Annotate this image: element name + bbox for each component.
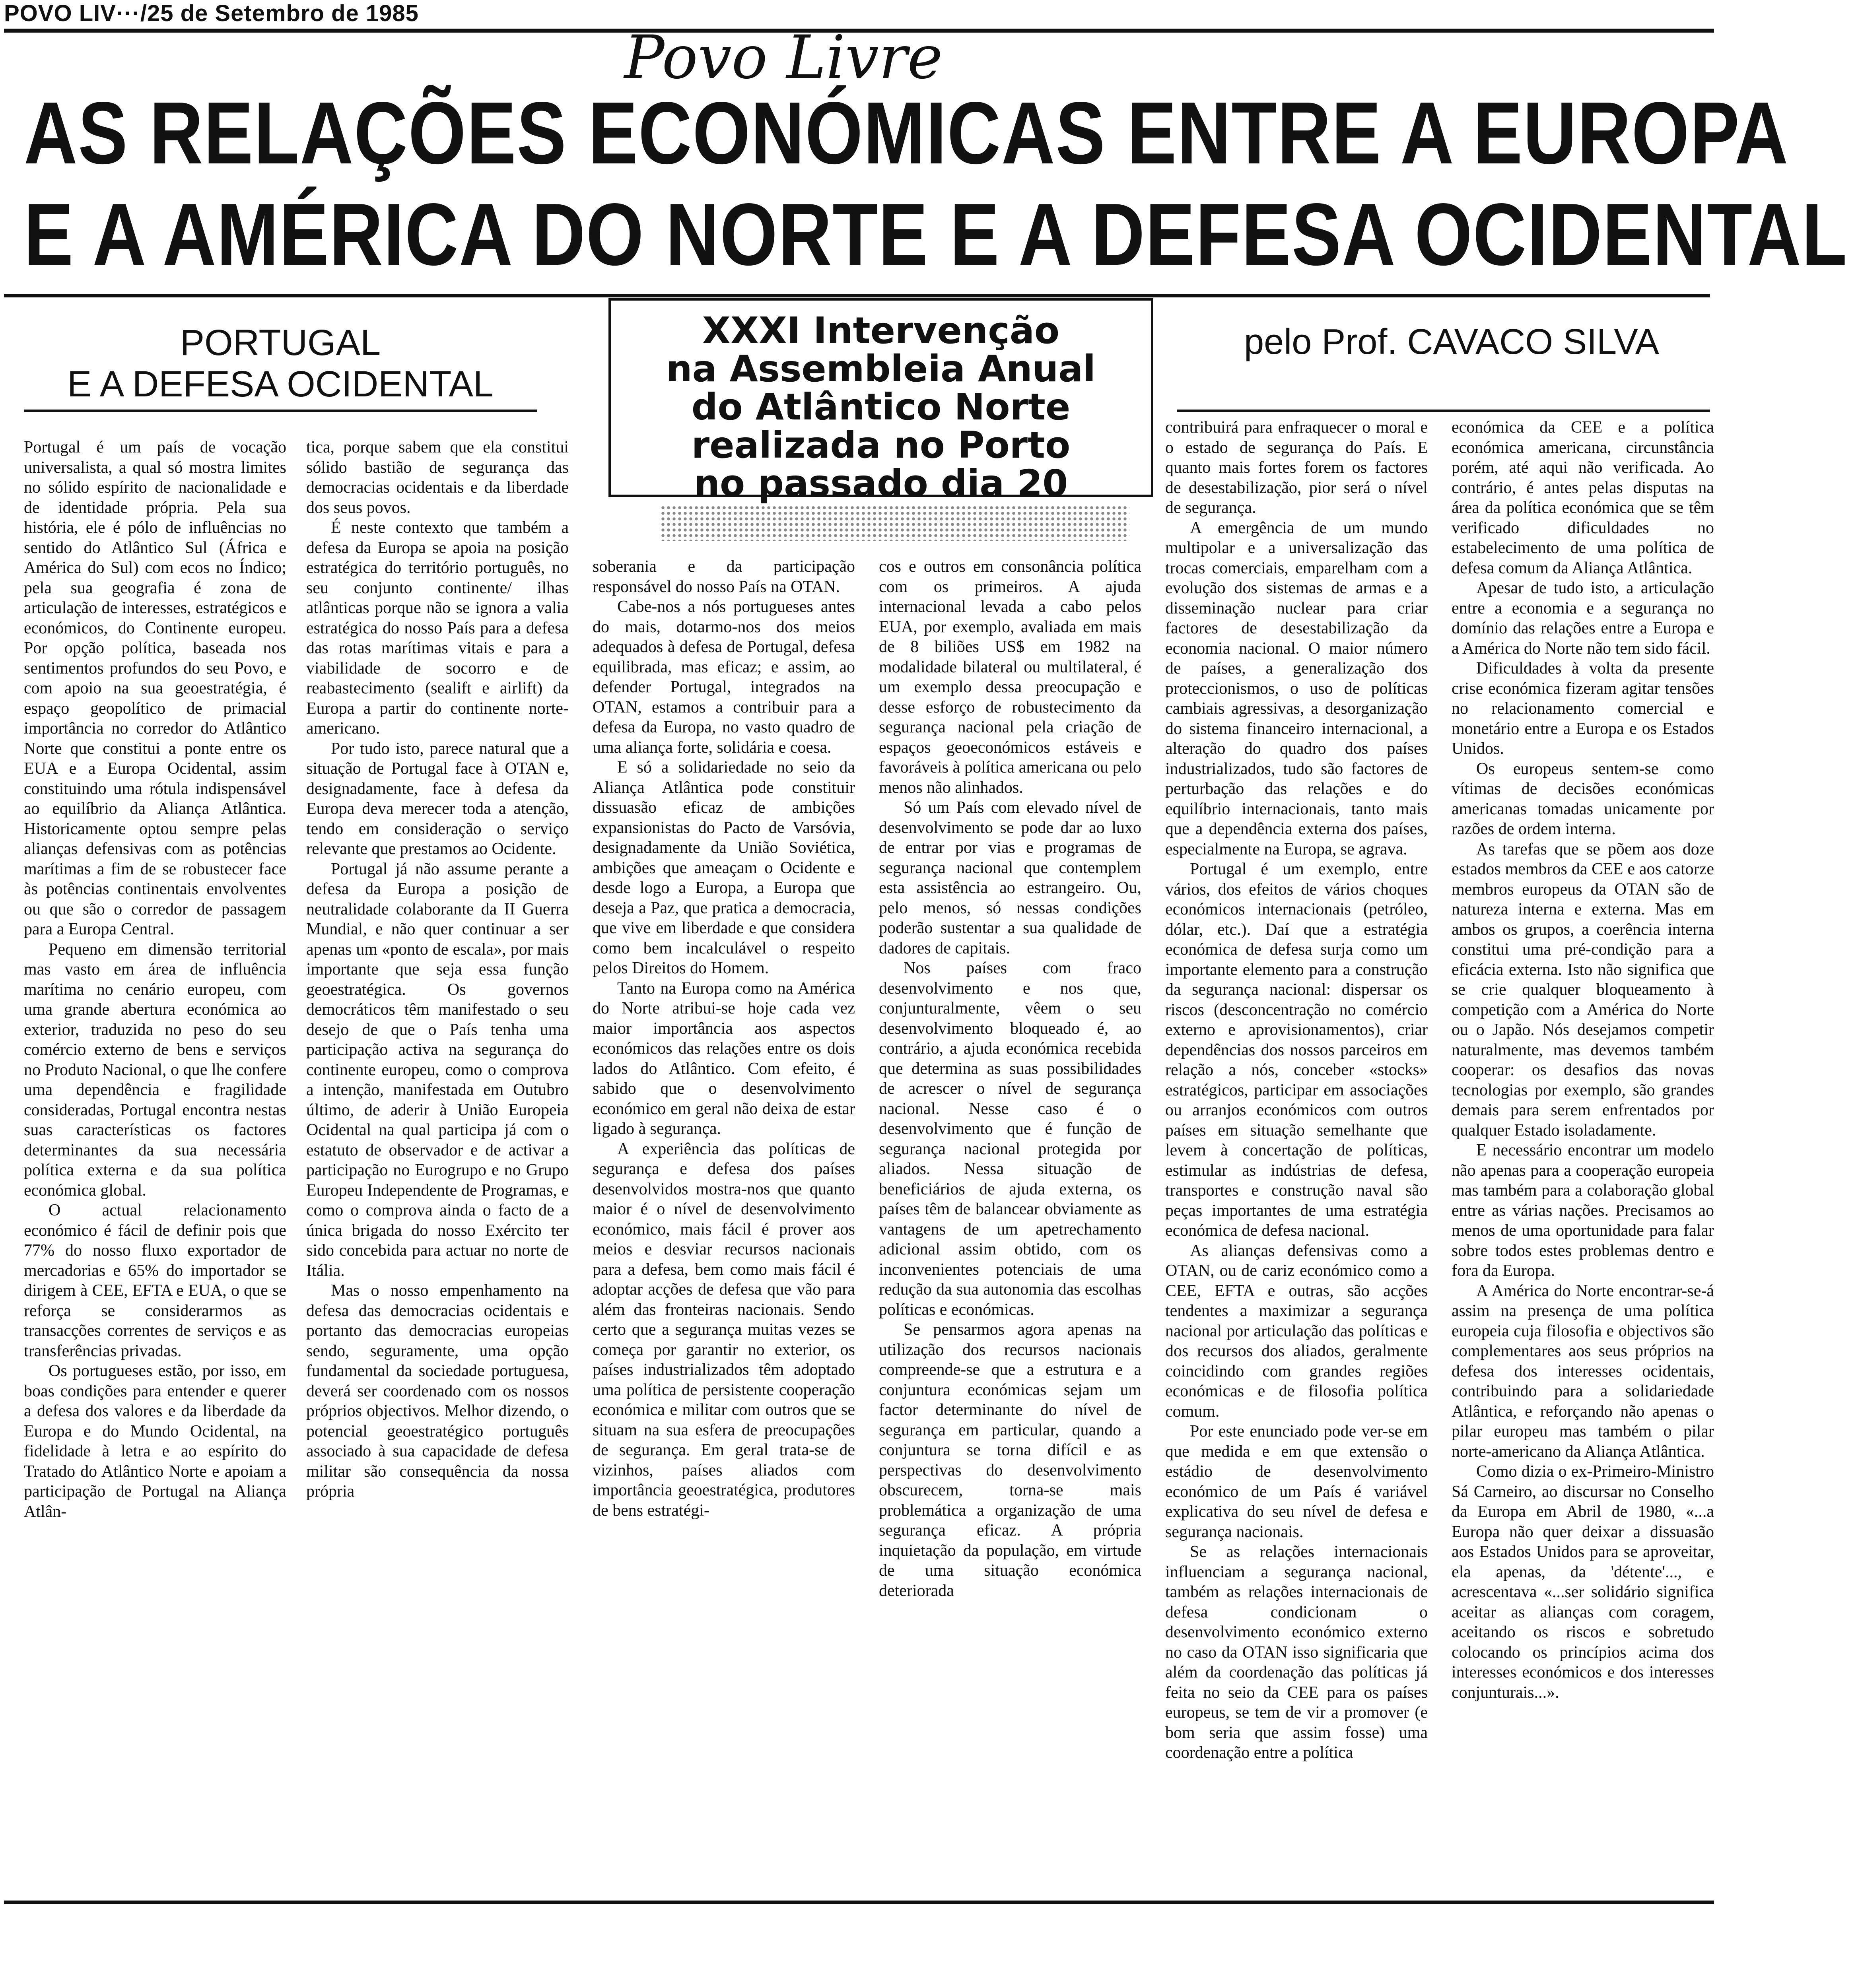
col1-paragraph: Pequeno em dimensão territorial mas vasto em área de influência marítima no cenário europeu, com uma grande abertura económica ao exterior, traduzida no peso do seu comércio externo de bens e serviços no Produto Nacional, o que lhe confere uma dependência e fragilidade consideradas, Portugal encontra nestas suas características os factores determinantes da sua necessária política externa e da sua política económica global. bbox=[24, 940, 286, 1200]
col5-paragraph: contribuirá para enfraquecer o moral e o estado de segurança do País. E quanto mais fortes forem os factores de desestabilização, pior será o nível de segurança. bbox=[1165, 418, 1428, 517]
box-line-2: na Assembleia Anual bbox=[666, 348, 1096, 390]
headline-rule bbox=[4, 294, 1710, 297]
col5-paragraph: A emergência de um mundo multipolar e a universalização das trocas comerciais, emparelham com a evolução dos sistemas de armas e a disseminação nuclear para criar factores de desestabilização da economia nacional. O maior número de países, a generalização dos proteccionismos, o uso de políticas cambiais agressivas, a desorganização do sistema financeiro internacional, a alteração do quadro dos países industrializados, tudo são factores de perturbação das relações e do equilíbrio internacionais, tanto mais que a dependência externa dos países, especialmente na Europa, se agrava. bbox=[1165, 518, 1428, 858]
headline-line-1: AS RELAÇÕES ECONÓMICAS ENTRE A EUROPA bbox=[24, 84, 1789, 182]
col4-paragraph: Se pensarmos agora apenas na utilização dos recursos nacionais compreende-se que a estrutura e a conjuntura económicas sejam um factor determinante do nível de segurança em particular, quando a conjuntura se torna difícil e as perspectivas do desenvolvimento obscurecem, torna-se mais problemática a organização de uma segurança eficaz. A própria inquietação da população, em virtude de uma situação económica deteriorada bbox=[879, 1320, 1141, 1600]
column-3 bbox=[593, 557, 855, 1520]
col2-paragraph: Portugal já não assume perante a defesa da Europa a posição de neutralidade colaborante da II Guerra Mundial, e não quer continuar a ser apenas um «ponto de escala», por mais importante que seja essa função geoestratégica. Os governos democráticos têm manifestado o seu desejo de que o País tenha uma participação activa na segurança do continente europeu, como o comprova a intenção, manifestada em Outubro último, de aderir à União Europeia Ocidental na qual participa já com o estatuto de observador e de activar a participação no Eurogrupo e no Grupo Europeu Independente de Programas, e como o comprova ainda o facto de a única brigada do nosso Exército ter sido concebida para actuar no norte de Itália. bbox=[306, 860, 569, 1280]
col6-paragraph: As tarefas que se põem aos doze estados membros da CEE e aos catorze membros europeus da OTAN são de natureza interna e externa. Mas em ambos os grupos, a coerência interna constitui uma pré-condição para a eficácia externa. Isto não significa que se crie qualquer bloqueamento à competição com a América do Norte ou o Japão. Nós desejamos competir naturalmente, mas devemos também cooperar: os desafios das novas tecnologias por exemplo, são grandes demais para serem enfrentados por qualquer Estado isoladamente. bbox=[1452, 840, 1714, 1140]
column-6 bbox=[1452, 417, 1714, 1703]
subhead-rule-left bbox=[24, 410, 537, 412]
col1-paragraph: Portugal é um país de vocação universalista, a qual só mostra limites no sólido espírito de nacionalidade e de identidade própria. Pela sua história, ele é pólo de influências no sentido do Atlântico Sul (África e América do Sul) com ecos no Índico; pela sua geografia é zona de articulação de interesses, estratégicos e económicos, do Continente europeu. Por opção política, baseada nos sentimentos profundos do seu Povo, e com apoio na sua geoestratégia, é espaço geopolítico de primacial importância no corredor do Atlântico Norte que constitui a ponte entre os EUA e a Europa Ocidental, assim constituindo uma rótula indispensável ao equilíbrio da Aliança Atlântica. Historicamente optou sempre pelas alianças defensivas com as potências marítimas a fim de se robustecer face às potências continentais envolventes ou que são o corredor de passagem para a Europa Central. bbox=[24, 438, 286, 938]
col3-paragraph: Tanto na Europa como na América do Norte atribui-se hoje cada vez maior importância aos aspectos económicos das relações entre os dois lados do Atlântico. Com efeito, é sabido que o desenvolvimento económico em geral não deixa de estar ligado à segurança. bbox=[593, 979, 855, 1138]
col5-paragraph: Por este enunciado pode ver-se em que medida e em que extensão o estádio de desenvolvimento económico de um País é variável explicativa do seu nível de defesa e segurança nacionais. bbox=[1165, 1422, 1428, 1541]
col2-paragraph: Mas o nosso empenhamento na defesa das democracias ocidentais e portanto das democracias europeias sendo, seguramente, uma opção fundamental da sociedade portuguesa, deverá ser coordenado com os nossos próprios objectivos. Melhor dizendo, o potencial geoestratégico português associado à sua capacidade de defesa militar são consequência da nossa própria bbox=[306, 1281, 569, 1501]
col3-paragraph: A experiência das políticas de segurança e defesa dos países desenvolvidos mostra-nos que quanto maior é o nível de desenvolvimento económico, mais fácil é prover aos meios e desviar recursos nacionais para a defesa, bem como mais fácil é adoptar acções de defesa que vão para além das fronteiras nacionais. Sendo certo que a segurança muitas vezes se começa por garantir no exterior, os países industrializados têm adoptado uma política de persistente cooperação económica e militar com outros que se situam na sua esfera de preocupações de segurança. Em geral trata-se de vizinhos, países aliados com importância geoestratégica, produtores de bens estratégi- bbox=[593, 1140, 855, 1520]
handwritten-note: Povo Livre bbox=[624, 23, 943, 92]
col6-paragraph: Os europeus sentem-se como vítimas de decisões económicas americanas tomadas unicamente por razões de ordem interna. bbox=[1452, 759, 1714, 838]
subhead-rule-right bbox=[1177, 410, 1710, 412]
col1-paragraph: O actual relacionamento económico é fácil de definir pois que 77% do nosso fluxo exportador de mercadorias e 65% do importador se dirigem à CEE, EFTA e EUA, o que se reforça se considerarmos as transacções correntes de serviços e as transferências privadas. bbox=[24, 1201, 286, 1360]
column-1 bbox=[24, 437, 286, 1522]
col2-paragraph: É neste contexto que também a defesa da Europa se apoia na posição estratégica do território português, no seu conjunto continente/ ilhas atlânticas porque não se ignora a valia estratégica do nosso País para a defesa das rotas marítimas vitais e para a viabilidade de socorro e de reabastecimento (sealift e airlift) da Europa a partir do continente norte-americano. bbox=[306, 518, 569, 738]
col5-paragraph: Se as relações internacionais influenciam a segurança nacional, também as relações internacionais de defesa condicionam o desenvolvimento económico externo no caso da OTAN isso significaria que além da coordenação das políticas já feita no seio da CEE para os países europeus, se tem de vir a promover (e bom seria que assim fosse) uma coordenação entre a política bbox=[1165, 1543, 1428, 1762]
column-5 bbox=[1165, 417, 1428, 1763]
col6-paragraph: A América do Norte encontrar-se-á assim na presença de uma política europeia cuja filosofia e objectivos são complementares aos seus próprios na defesa dos interesses ocidentais, contribuindo para a solidariedade Atlântica, e reforçando não apenas o pilar europeu mas também o pilar norte-americano da Aliança Atlântica. bbox=[1452, 1281, 1714, 1461]
headline-line-2: E A AMÉRICA DO NORTE E A DEFESA OCIDENTAL bbox=[24, 185, 1848, 284]
col6-paragraph: Apesar de tudo isto, a articulação entre a economia e a segurança no domínio das relações entre a Europa e a América do Norte não tem sido fácil. bbox=[1452, 579, 1714, 658]
col6-paragraph: Como dizia o ex-Primeiro-Ministro Sá Carneiro, ao discursar no Conselho da Europa em Abril de 1980, «...a Europa não quer deixar a dissuasão aos Estados Unidos para se aproveitar, ela apenas, da 'détente'..., e acrescentava «...ser solidário significa aceitar as alianças com coragem, aceitando os riscos e sobretudo colocando os princípios acima dos interesses económicos e dos interesses conjunturais...». bbox=[1452, 1462, 1714, 1702]
byline: pelo Prof. CAVACO SILVA bbox=[1244, 322, 1659, 362]
col5-paragraph: Portugal é um exemplo, entre vários, dos efeitos de vários choques económicos internacionais (petróleo, dólar, etc.). Daí que a estratégia económica de defesa surja como um importante elemento para a construção da segurança nacional: dispersar os riscos (desconcentração no comércio externo e aprovisionamentos), criar dependências dos nossos parceiros em relação a nós, conceber «stocks» estratégicos, participar em associações ou arranjos económicos com outros países em situação semelhante que levem à concertação de políticas, estimular as indústrias de defesa, transportes e construção naval são peças importantes de uma estratégia económica de defesa nacional. bbox=[1165, 860, 1428, 1240]
newspaper-header: POVO LIV···/25 de Setembro de 1985 bbox=[4, 0, 419, 26]
box-line-4: realizada no Porto bbox=[691, 424, 1071, 466]
subhead-left-line-1: PORTUGAL bbox=[180, 322, 381, 363]
col5-paragraph: As alianças defensivas como a OTAN, ou de cariz económico como a CEE, EFTA e outras, são acções tendentes a maximizar a segurança nacional por articulação das políticas e dos recursos dos aliados, geralmente coincidindo com grandes regiões económicas e de filosofia política comum. bbox=[1165, 1241, 1428, 1421]
col3-paragraph: E só a solidariedade no seio da Aliança Atlântica pode constituir dissuasão eficaz de ambições expansionistas do Pacto de Varsóvia, designadamente da União Soviética, ambições que ameaçam o Ocidente e desde logo a Europa, a Europa que deseja a Paz, que pratica a democracia, que vive em liberdade e que considera como bem incalculável o respeito pelos Direitos do Homem. bbox=[593, 758, 855, 977]
col6-paragraph: Dificuldades à volta da presente crise económica fizeram agitar tensões no relacionamento comercial e monetário entre a Europa e os Estados Unidos. bbox=[1452, 659, 1714, 758]
box-line-5: no passado dia 20 bbox=[694, 462, 1068, 505]
halftone-bar bbox=[660, 505, 1129, 541]
col2-paragraph: tica, porque sabem que ela constitui sólido bastião de segurança das democracias ocidentais e da liberdade dos seus povos. bbox=[306, 438, 569, 517]
col2-paragraph: Por tudo isto, parece natural que a situação de Portugal face à OTAN e, designadamente, face à defesa da Europa deva merecer toda a atenção, tendo em consideração o serviço relevante que prestamos ao Ocidente. bbox=[306, 739, 569, 858]
box-line-1: XXXI Intervenção bbox=[702, 309, 1060, 352]
col4-paragraph: Nos países com fraco desenvolvimento e nos que, conjunturalmente, vêem o seu desenvolvimento bloqueado é, ao contrário, a ajuda económica recebida que determina as suas possibilidades de acrescer o nível de segurança nacional. Nesse caso é o desenvolvimento que é função de segurança nacional protegida por aliados. Nessa situação de beneficiários de ajuda externa, os países têm de balancear obviamente as vantagens de um apetrechamento adicional assim obtido, com os inconvenientes potenciais de uma redução da sua autonomia das escolhas políticas e económicas. bbox=[879, 959, 1141, 1319]
column-2 bbox=[306, 437, 569, 1502]
intervention-box bbox=[608, 298, 1153, 505]
subhead-left-line-2: E A DEFESA OCIDENTAL bbox=[67, 364, 494, 404]
bottom-rule bbox=[4, 1901, 1714, 1904]
col6-paragraph: E necessário encontrar um modelo não apenas para a cooperação europeia mas também para a colaboração global entre as várias nações. Precisamos ao menos de uma oportunidade para falar sobre todos estes problemas dentro e fora da Europa. bbox=[1452, 1141, 1714, 1280]
col4-paragraph: cos e outros em consonância política com os primeiros. A ajuda internacional levada a cabo pelos EUA, por exemplo, avaliada em mais de 8 biliões US$ em 1982 na modalidade bilateral ou multilateral, é um exemplo dessa preocupação e desse esforço de robustecimento da segurança nacional pela criação de espaços geoeconómicos estáveis e favoráveis à política americana ou pelo menos não alinhados. bbox=[879, 557, 1141, 797]
col6-paragraph: económica da CEE e a política económica americana, circunstância porém, até aqui não verificada. Ao contrário, é antes pelas disputas na área da política económica que se têm verificado dificuldades no estabelecimento de uma política de defesa comum da Aliança Atlântica. bbox=[1452, 418, 1714, 577]
col3-paragraph: Cabe-nos a nós portugueses antes do mais, dotarmo-nos dos meios adequados à defesa de Portugal, defesa equilibrada, mas eficaz; e assim, ao defender Portugal, integrados na OTAN, estamos a contribuir para a defesa da Europa, no vasto quadro de uma aliança forte, solidária e coesa. bbox=[593, 598, 855, 757]
column-4 bbox=[879, 557, 1141, 1601]
subhead-left bbox=[24, 322, 537, 405]
col3-paragraph: soberania e da participação responsável do nosso País na OTAN. bbox=[593, 557, 855, 596]
col1-paragraph: Os portugueses estão, por isso, em boas condições para entender e querer a defesa dos valores e da liberdade da Europa e do Mundo Ocidental, na fidelidade à letra e ao espírito do Tratado do Atlântico Norte e apoiam a participação de Portugal na Aliança Atlân- bbox=[24, 1362, 286, 1521]
box-line-3: do Atlântico Norte bbox=[691, 386, 1071, 428]
col4-paragraph: Só um País com elevado nível de desenvolvimento se pode dar ao luxo de entrar por vias e programas de segurança nacional que contemplem esta assistência ao estrangeiro. Ou, pelo menos, só nessas condições poderão sustentar a sua qualidade de dadores de capitais. bbox=[879, 798, 1141, 957]
